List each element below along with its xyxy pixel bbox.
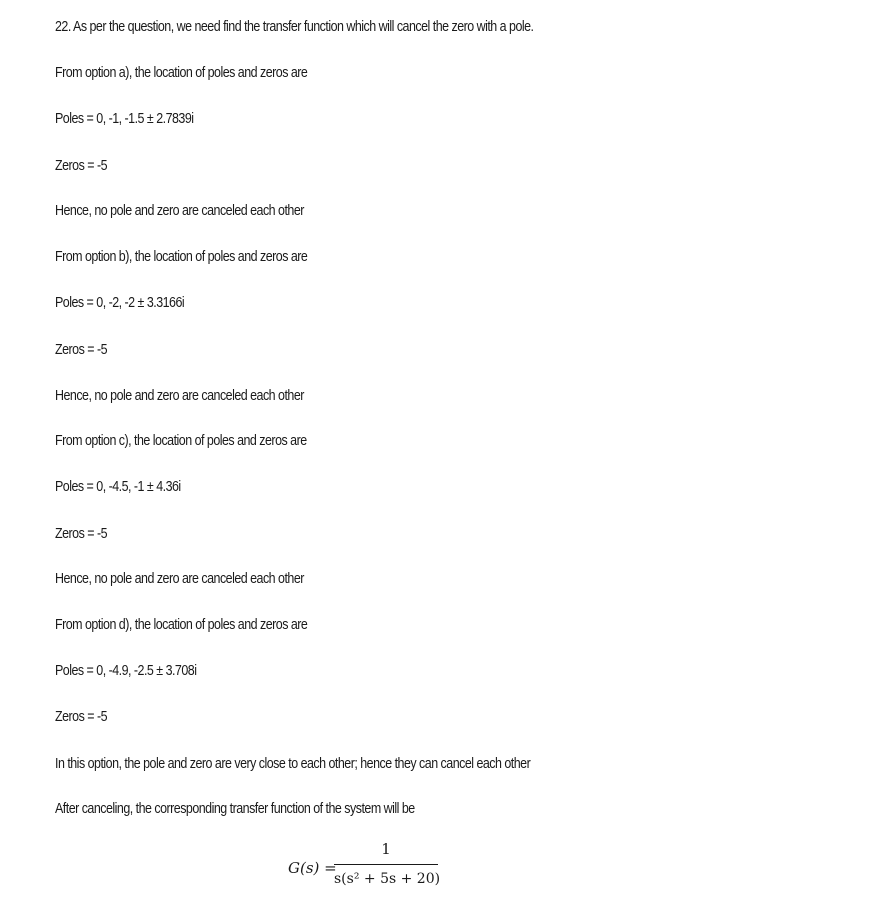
- equation-denominator: s(s² + 5s + 20): [334, 871, 441, 887]
- option-d-conclusion: In this option, the pole and zero are very close to each other; hence they can cancel each other: [55, 756, 531, 772]
- option-c-poles: Poles = 0, -4.5, -1 ± 4.36i: [55, 479, 181, 495]
- equation-fraction: [334, 838, 441, 891]
- option-c-heading: From option c), the location of poles and zeros are: [55, 433, 307, 449]
- option-a-zeros: Zeros = -5: [55, 158, 108, 174]
- option-c-conclusion: Hence, no pole and zero are canceled each other: [55, 571, 304, 587]
- fraction-bar: [334, 864, 438, 865]
- option-a-heading: From option a), the location of poles and zeros are: [55, 65, 308, 81]
- option-b-poles: Poles = 0, -2, -2 ± 3.3166i: [55, 295, 185, 311]
- option-a-poles: Poles = 0, -1, -1.5 ± 2.7839i: [55, 111, 194, 127]
- question-intro: 22. As per the question, we need find the transfer function which will cancel the zero with a pole.: [55, 19, 534, 35]
- option-b-zeros: Zeros = -5: [55, 342, 108, 358]
- option-b-conclusion: Hence, no pole and zero are canceled each other: [55, 388, 304, 404]
- equation-numerator: 1: [381, 840, 391, 858]
- option-c-zeros: Zeros = -5: [55, 526, 108, 542]
- option-d-heading: From option d), the location of poles and zeros are: [55, 617, 308, 633]
- transfer-function-intro: After canceling, the corresponding transfer function of the system will be: [55, 801, 415, 817]
- option-b-heading: From option b), the location of poles and zeros are: [55, 249, 308, 265]
- option-d-zeros: Zeros = -5: [55, 709, 108, 725]
- option-d-poles: Poles = 0, -4.9, -2.5 ± 3.708i: [55, 663, 197, 679]
- equation-lhs: G(s) =: [288, 859, 337, 877]
- option-a-conclusion: Hence, no pole and zero are canceled each other: [55, 203, 304, 219]
